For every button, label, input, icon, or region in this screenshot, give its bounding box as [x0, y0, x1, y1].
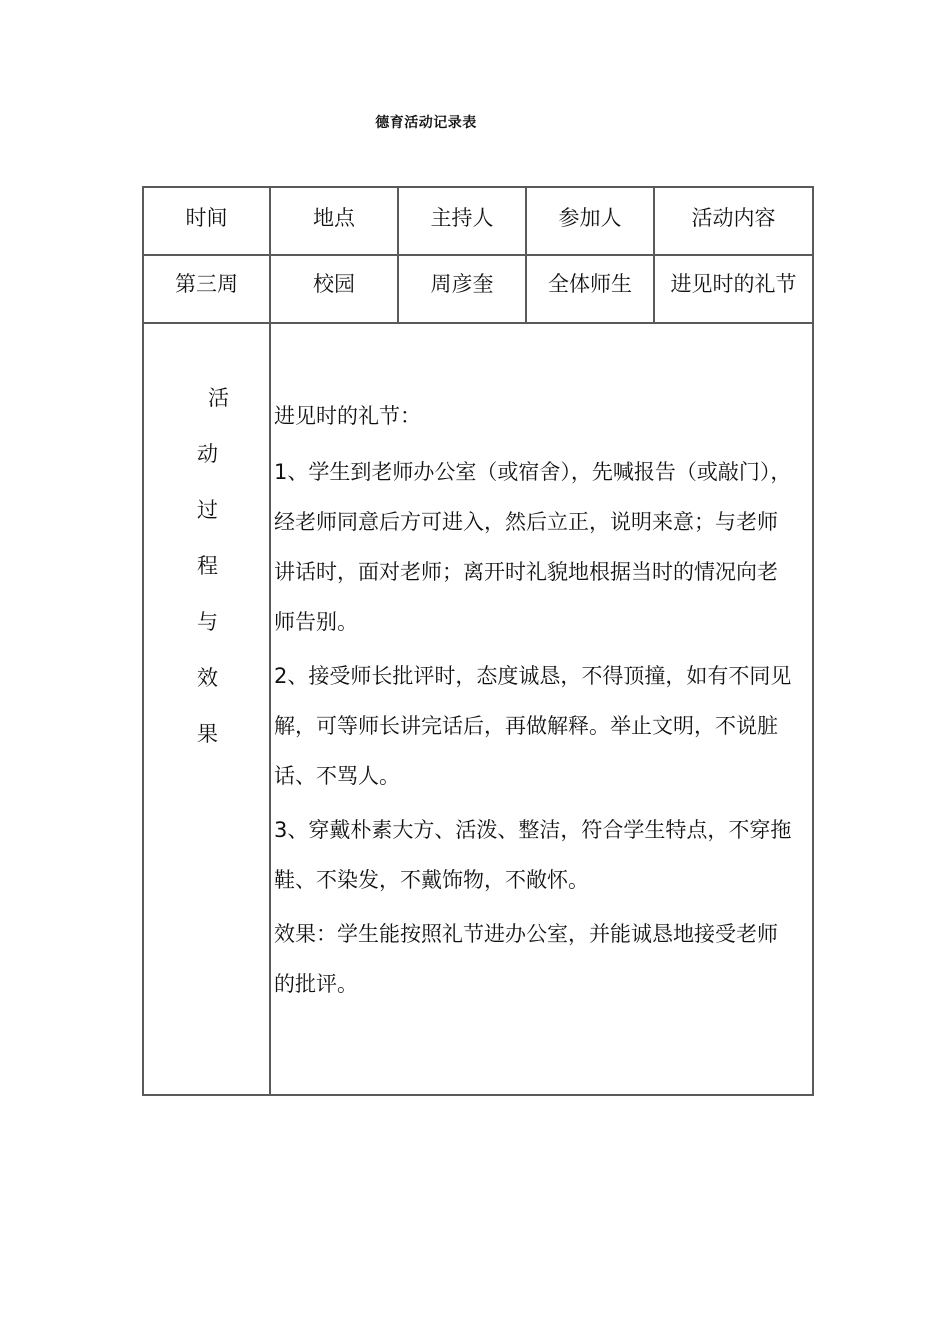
- side-char: 过: [197, 498, 218, 522]
- activity-record-table: [142, 186, 814, 1096]
- process-row: [144, 322, 812, 1094]
- side-char: 活: [208, 386, 229, 410]
- info-row: [144, 254, 812, 324]
- item3-line: 鞋、不染发，不戴饰物，不敞怀。: [274, 868, 589, 892]
- cell-host: 周彦奎: [399, 254, 527, 322]
- effect-line: 的批评。: [274, 972, 358, 996]
- header-participants: 参加人: [527, 188, 655, 254]
- header-host: 主持人: [399, 188, 527, 254]
- side-char: 动: [197, 442, 218, 466]
- content-heading: 进见时的礼节：: [274, 404, 421, 428]
- item1-line: 经老师同意后方可进入，然后立正，说明来意；与老师: [274, 510, 778, 534]
- item2-line: 话、不骂人。: [274, 764, 400, 788]
- item1-line: 师告别。: [274, 610, 358, 634]
- side-char: 程: [197, 554, 218, 578]
- process-effect-label: [144, 322, 271, 1094]
- header-location: 地点: [271, 188, 399, 254]
- side-char: 效: [197, 666, 218, 690]
- cell-activity-content: 进见时的礼节: [670, 272, 797, 296]
- item3-line: 3、穿戴朴素大方、活泼、整洁，符合学生特点，不穿拖: [274, 818, 792, 842]
- cell-location: 校园: [271, 254, 399, 322]
- effect-line: 效果：学生能按照礼节进办公室，并能诚恳地接受老师: [274, 922, 778, 946]
- side-char: 果: [197, 722, 218, 746]
- process-content: [274, 322, 822, 1094]
- side-char: 与: [197, 610, 218, 634]
- item1-line: 讲话时，面对老师；离开时礼貌地根据当时的情况向老: [274, 560, 778, 584]
- header-time: 时间: [144, 188, 271, 254]
- item2-line: 解，可等师长讲完话后，再做解释。举止文明，不说脏: [274, 714, 778, 738]
- item2-line: 2、接受师长批评时，态度诚恳，不得顶撞，如有不同见: [274, 664, 792, 688]
- header-row: [144, 188, 812, 256]
- header-activity-content: 活动内容: [691, 206, 776, 230]
- cell-participants: 全体师生: [527, 254, 655, 322]
- document-title: 德育活动记录表: [375, 115, 477, 131]
- cell-time: 第三周: [144, 254, 271, 322]
- item1-line: 1、学生到老师办公室（或宿舍），先喊报告（或敲门），: [274, 460, 792, 484]
